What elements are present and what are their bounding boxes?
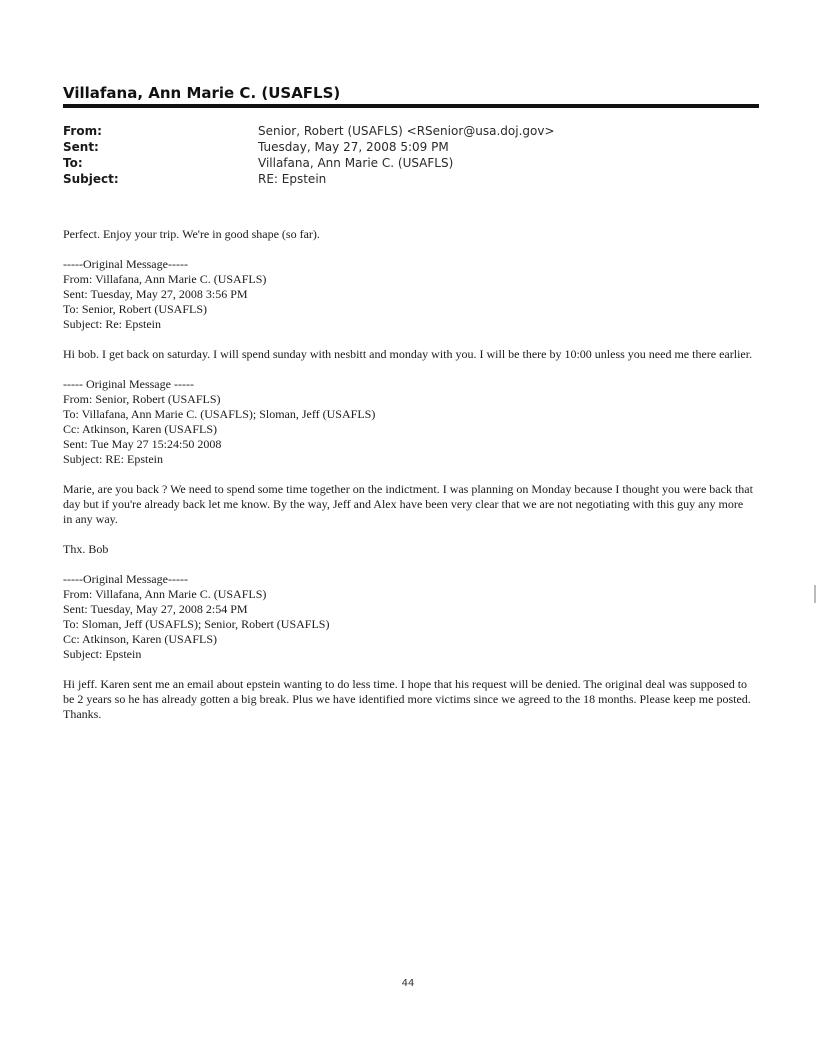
header-row-subject bbox=[63, 172, 759, 188]
header-row-sent bbox=[63, 140, 759, 156]
quote-to: To: Villafana, Ann Marie C. (USAFLS); Sloman, Jeff (USAFLS) bbox=[63, 407, 376, 421]
quote-text: Hi jeff. Karen sent me an email about epstein wanting to do less time. I hope that his request will be denied. The original deal was supposed to be 2 years so he has already gotten a big break. Plus we have identified more victims since we agreed to the 18 months. Please keep me posted. Thanks. bbox=[63, 677, 751, 721]
quote-separator: -----Original Message----- bbox=[63, 572, 188, 586]
quote-subject: Subject: Re: Epstein bbox=[63, 317, 161, 331]
quote-separator: -----Original Message----- bbox=[63, 257, 188, 271]
quote-from: From: Villafana, Ann Marie C. (USAFLS) bbox=[63, 587, 267, 601]
quote-sent: Sent: Tuesday, May 27, 2008 3:56 PM bbox=[63, 287, 248, 301]
to-label: To: bbox=[63, 156, 83, 170]
header-divider bbox=[63, 104, 759, 108]
page-number: 44 bbox=[401, 978, 415, 989]
quote-cc: Cc: Atkinson, Karen (USAFLS) bbox=[63, 422, 217, 436]
subject-value: RE: Epstein bbox=[258, 172, 327, 186]
quote-signoff: Thx. Bob bbox=[63, 542, 109, 556]
subject-label: Subject: bbox=[63, 172, 119, 186]
quote-from: From: Senior, Robert (USAFLS) bbox=[63, 392, 221, 406]
reply-text: Perfect. Enjoy your trip. We're in good shape (so far). bbox=[63, 227, 320, 241]
sent-value: Tuesday, May 27, 2008 5:09 PM bbox=[258, 140, 449, 154]
quote-text: Marie, are you back ? We need to spend some time together on the indictment. I was planning on Monday because I thought you were back that day but if you're already back let me know. By the way, Jeff and Alex have been very clear that we are not negotiating with this guy any more in any way. bbox=[63, 482, 753, 526]
from-value: Senior, Robert (USAFLS) <RSenior@usa.doj.gov> bbox=[258, 124, 555, 138]
quote-sent: Sent: Tuesday, May 27, 2008 2:54 PM bbox=[63, 602, 248, 616]
email-body bbox=[63, 227, 753, 722]
quote-from: From: Villafana, Ann Marie C. (USAFLS) bbox=[63, 272, 267, 286]
quote-to: To: Senior, Robert (USAFLS) bbox=[63, 302, 208, 316]
quote-sent: Sent: Tue May 27 15:24:50 2008 bbox=[63, 437, 222, 451]
quoted-message-3 bbox=[63, 572, 753, 722]
quote-cc: Cc: Atkinson, Karen (USAFLS) bbox=[63, 632, 217, 646]
header-row-from bbox=[63, 124, 759, 140]
header-row-to bbox=[63, 156, 759, 172]
sent-label: Sent: bbox=[63, 140, 99, 154]
email-header-block bbox=[63, 124, 759, 188]
quote-text: Hi bob. I get back on saturday. I will spend sunday with nesbitt and monday with you. I will be there by 10:00 unless you need me there earlier. bbox=[63, 347, 753, 361]
quote-subject: Subject: Epstein bbox=[63, 647, 142, 661]
quoted-message-1 bbox=[63, 257, 753, 362]
mailbox-owner-name: Villafana, Ann Marie C. (USAFLS) bbox=[63, 84, 341, 102]
quote-separator: ----- Original Message ----- bbox=[63, 377, 194, 391]
quote-subject: Subject: RE: Epstein bbox=[63, 452, 163, 466]
to-value: Villafana, Ann Marie C. (USAFLS) bbox=[258, 156, 454, 170]
quoted-message-2 bbox=[63, 377, 753, 557]
from-label: From: bbox=[63, 124, 102, 138]
quote-to: To: Sloman, Jeff (USAFLS); Senior, Robert (USAFLS) bbox=[63, 617, 330, 631]
